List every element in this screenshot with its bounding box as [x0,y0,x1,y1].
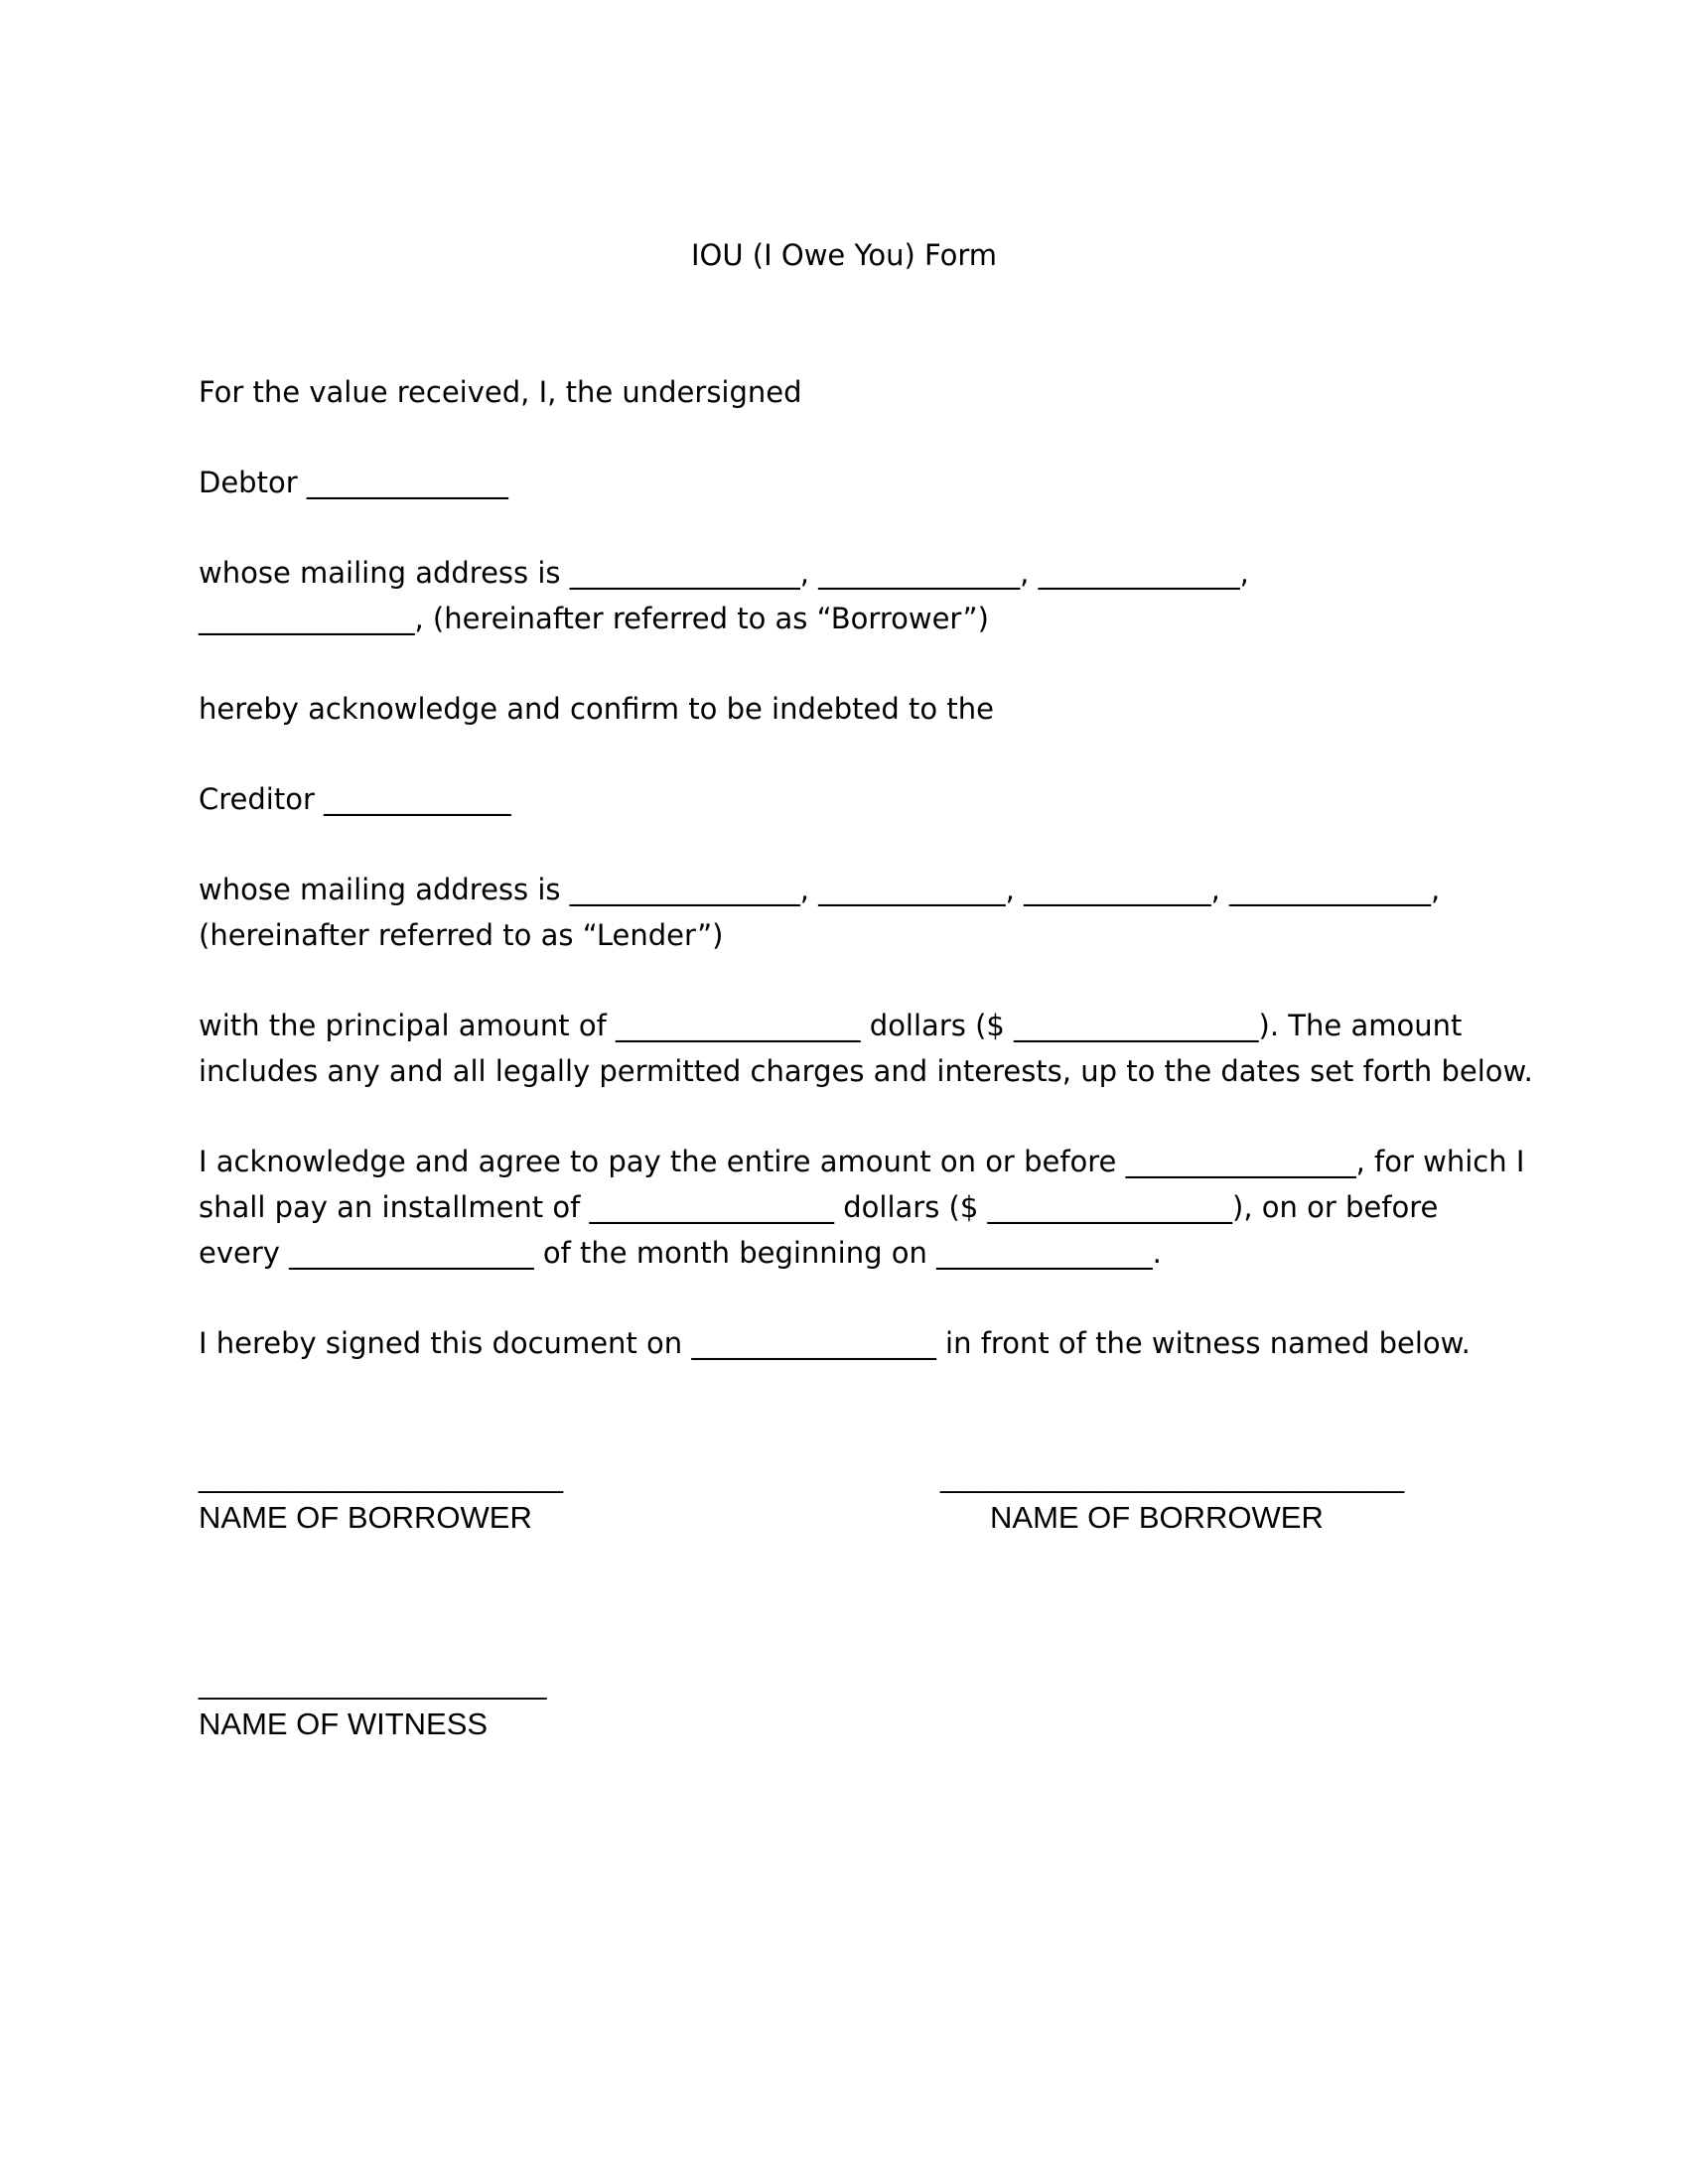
borrower-name-label-left: NAME OF BORROWER [199,1500,532,1535]
lender-address-line-1: whose mailing address is ________________, _____________, _____________, ______________, [199,873,1441,906]
witness-signature-line: _____________________ [199,1668,547,1701]
intro-line: For the value received, I, the undersigned [199,375,802,409]
payment-line-2: shall pay an installment of _________________ dollars ($ _________________), on or before [199,1190,1439,1224]
page-title: IOU (I Owe You) Form [690,238,998,272]
debtor-line: Debtor ______________ [199,466,508,499]
witness-name-label: NAME OF WITNESS [199,1706,489,1741]
borrower-signature-line-right: ____________________________ [940,1461,1405,1494]
creditor-line: Creditor _____________ [199,782,511,816]
signed-date-line: I hereby signed this document on _________________ in front of the witness named below. [199,1326,1471,1360]
borrower-address-line-2: _______________, (hereinafter referred to as “Borrower”) [199,602,989,635]
borrower-signature-line-left: ______________________ [199,1461,564,1494]
payment-line-3: every _________________ of the month beginning on _______________. [199,1236,1162,1270]
payment-line-1: I acknowledge and agree to pay the entire amount on or before ________________, for which I [199,1145,1525,1178]
borrower-address-line-1: whose mailing address is ________________, ______________, ______________, [199,556,1249,590]
principal-line-1: with the principal amount of _________________ dollars ($ _________________). The amount [199,1009,1463,1042]
principal-line-2: includes any and all legally permitted charges and interests, up to the dates set forth below. [199,1054,1533,1088]
indebted-line: hereby acknowledge and confirm to be indebted to the [199,692,994,726]
borrower-name-label-right: NAME OF BORROWER [990,1500,1324,1535]
lender-address-line-2: (hereinafter referred to as “Lender”) [199,918,724,952]
